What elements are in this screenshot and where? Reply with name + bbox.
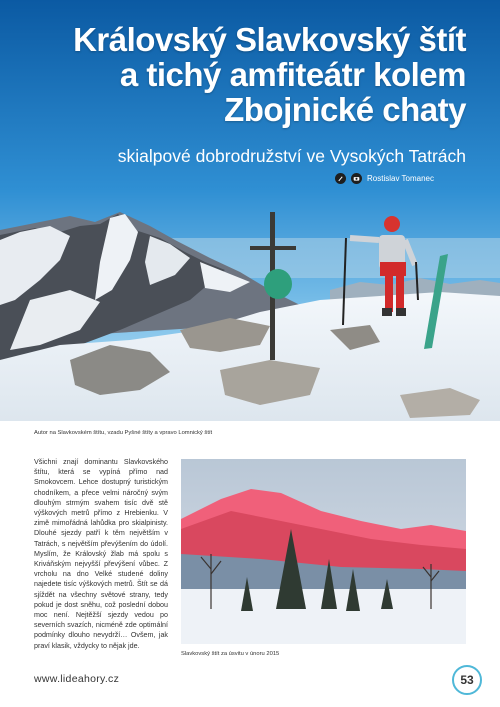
byline: [335, 173, 434, 184]
article-subtitle: skialpové dobrodružství ve Vysokých Tatrách: [117, 146, 466, 166]
title-line-2: a tichý amfiteátr kolem: [119, 56, 466, 93]
dawn-photo: [181, 459, 466, 644]
photo-caption: Slavkovský štít za úsvitu v únoru 2015: [181, 651, 280, 657]
page-number: 53: [452, 665, 482, 695]
hero-caption: Autor na Slavkovském štítu, vzadu Pyšné štíty a vpravo Lomnický štít: [34, 430, 213, 436]
dawn-image: [181, 459, 466, 644]
author-name: Rostislav Tomanec: [367, 174, 434, 183]
title-line-3: Zbojnické chaty: [224, 91, 466, 128]
article-body: Všichni znají dominantu Slavkovského štítu, která se vypíná přímo nad Smokovcem. Lehce dostupný turistickým chodníkem, a přece velmi náročný svým dlouhým strmým svahem tisíc dvě stě výškových metrů přímo z Hrebienku. V zimě mimořádná lahůdka pro skialpinisty. Dlouhé sjezdy patří k těm největším v Tatrách, s největším převýšením do údolí. Myslím, že Královský žlab má spolu s Kriváňským nejvyšší převýšení vůbec. Z vrcholu na dno Velké studené doliny najedete tisíc výškových metrů. Štít se dá sjíždět na všechny světové strany, tedy pokud je dost sněhu, což poslední dobou moc není. Nejtěžší sjezdy vedou po severních svazích, nicméně zde optimální podmínky dlouho nevydrží… Ovšem, jak praví klasik, vždycky to nějak jde.: [34, 458, 168, 650]
title-line-1: Královský Slavkovský štít: [73, 21, 466, 58]
camera-icon: [351, 173, 362, 184]
website-url[interactable]: www.lideahory.cz: [34, 673, 120, 685]
article-title: [26, 22, 466, 127]
pen-icon: [335, 173, 346, 184]
